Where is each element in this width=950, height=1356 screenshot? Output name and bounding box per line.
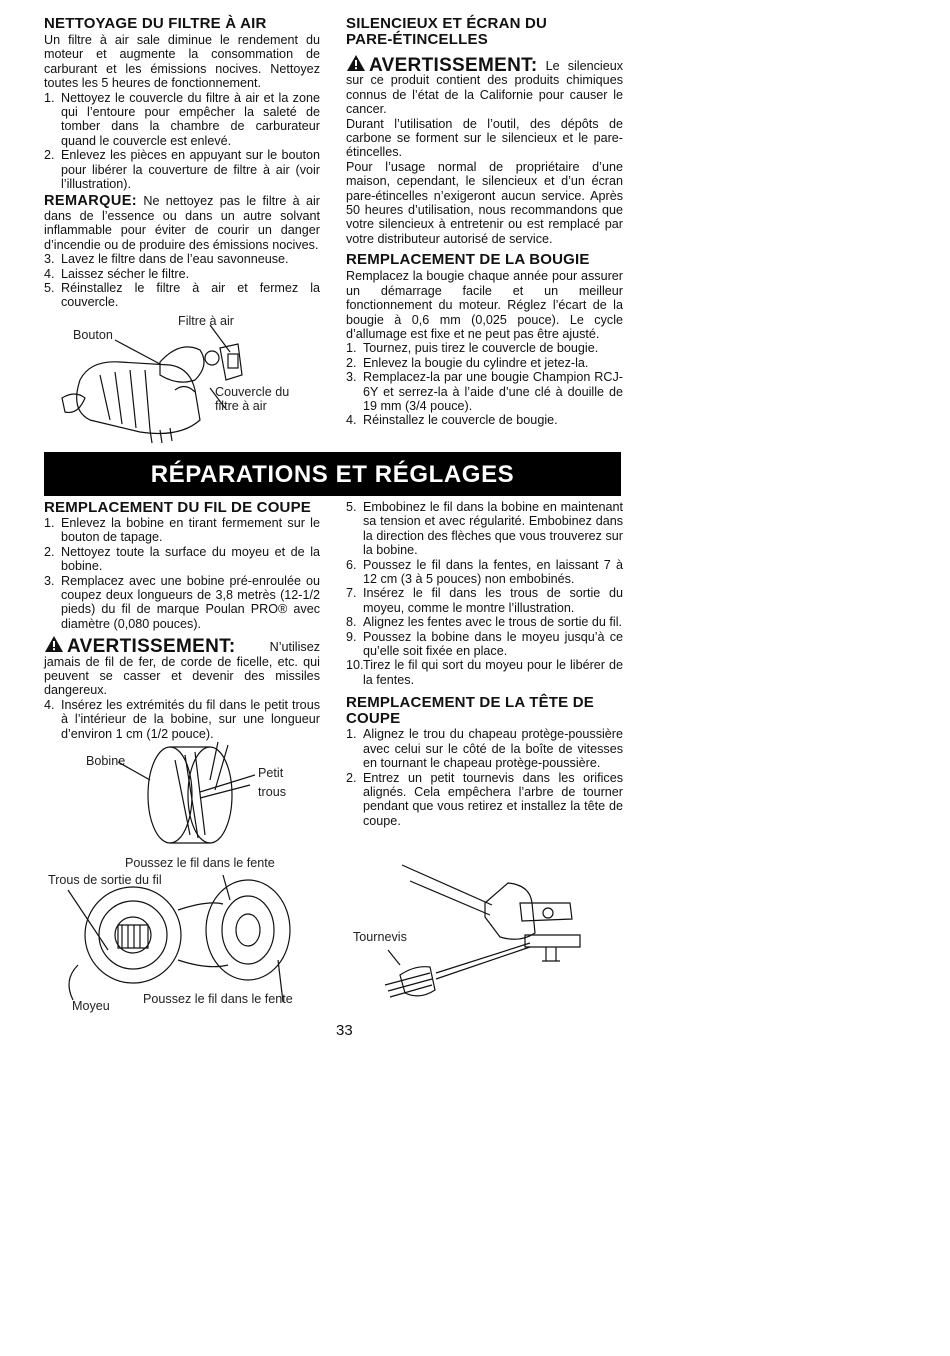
label-petit: Petit — [258, 766, 284, 780]
list-item-number: 1. — [44, 516, 55, 530]
list-item-number: 1. — [346, 727, 357, 742]
list-item-text: Entrez un petit tournevis dans les orifices alignés. Cela empêchera l’arbre de tourner pendant que vous retirez et installez la tête de coupe. — [363, 770, 623, 828]
label-trous: trous — [258, 785, 286, 799]
list-item-number: 3. — [346, 370, 357, 385]
air-filter-steps-b — [44, 252, 320, 310]
list-item-text: Insérez les extrémités du fil dans le petit trous à l’intérieur de la bobine, sur une longueur d’environ 1 cm (1/2 pouce). — [61, 697, 320, 741]
air-filter-steps-a — [44, 91, 320, 192]
list-item — [44, 516, 320, 545]
spool-illustration — [100, 740, 280, 850]
list-item-text: Nettoyez toute la surface du moyeu et de la bobine. — [61, 544, 320, 574]
muffler-warning — [346, 54, 623, 117]
label-bouton: Bouton — [73, 328, 113, 342]
muffler-paragraph-2: Pour l’usage normal de propriétaire d’une maison, cependant, le silencieux et d’un écran pare-étincelles n’exigeront aucun service. Après 50 heures d’utilisation, nous recommandons que votre silencieux à entretenir ou est remplacé par votre distributeur autorisé de service. — [346, 159, 623, 246]
list-item — [346, 630, 623, 659]
list-item-number: 3. — [44, 573, 55, 588]
section-banner: RÉPARATIONS ET RÉGLAGES — [44, 452, 621, 496]
list-item-text: Remplacez avec une bobine pré-enroulée ou coupez deux longueurs de 3,8 metrès (12-1/2 pieds) du fil de marque Poulan PRO® avec diamètre (0,080 pouces). — [61, 573, 320, 631]
trimmer-line-title: REMPLACEMENT DU FIL DE COUPE — [44, 499, 312, 516]
remark-paragraph — [44, 194, 320, 252]
air-filter-section — [44, 16, 320, 310]
list-item-number: 4. — [44, 697, 55, 712]
list-item — [346, 727, 623, 770]
warning-icon — [346, 54, 366, 72]
list-item-text: Embobinez le fil dans la bobine en maintenant sa tension et avec régularité. Embobinez dans la direction des flèches que vous trouverez sur la bobine. — [363, 500, 623, 558]
remark-text: Ne nettoyez pas le filtre à air dans de l’essence ou dans un autre solvant inflammable pour éviter de courir un danger d’incendie ou de produire des émissions nocives. — [44, 194, 320, 252]
list-item-text: Laissez sécher le filtre. — [61, 266, 190, 281]
list-item — [44, 267, 320, 281]
list-item-number: 2. — [44, 148, 55, 163]
list-item-text: Poussez la bobine dans le moyeu jusqu’à ce qu’elle soit fixée en place. — [363, 629, 623, 659]
list-item-number: 2. — [346, 355, 357, 370]
list-item-number: 1. — [44, 90, 55, 105]
air-filter-intro: Un filtre à air sale diminue le rendement du moteur et augmente la consommation de carburant et les émissions nocives. Nettoyez toutes les 5 heures de fonctionnement. — [44, 33, 320, 91]
muffler-paragraph-1: Durant l’utilisation de l’outil, des dépôts de carbone se forment sur le silencieux et le pare-étincelles. — [346, 116, 623, 160]
cutting-head-illustration — [370, 855, 590, 1020]
list-item-number: 3. — [44, 252, 55, 267]
list-item — [346, 771, 623, 829]
list-item — [346, 615, 623, 629]
list-item-text: Tournez, puis tirez le couvercle de bougie. — [363, 341, 599, 356]
warning-icon — [44, 635, 64, 653]
cutting-head-steps — [346, 727, 623, 828]
trimmer-line-section — [44, 500, 320, 741]
list-item — [44, 91, 320, 149]
list-item-number: 7. — [346, 586, 357, 601]
list-item — [44, 148, 320, 191]
list-item — [346, 500, 623, 558]
line-warning-text: N’utilisez jamais de fil de fer, de corde de ficelle, etc. qui peuvent se casser et devenir des missiles dangereux. — [44, 640, 320, 698]
label-filtre: Filtre à air — [178, 314, 234, 328]
spark-plug-title: REMPLACEMENT DE LA BOUGIE — [346, 251, 590, 269]
list-item-number: 2. — [346, 770, 357, 785]
muffler-section — [346, 16, 623, 428]
label-moyeu: Moyeu — [72, 999, 110, 1013]
trimmer-line-steps-b — [44, 698, 320, 741]
trimmer-line-steps-c — [346, 500, 623, 687]
list-item-text: Alignez le trou du chapeau protège-poussière avec celui sur le côté de la boîte de vitesses en tournant le chapeau protège-poussière. — [363, 727, 623, 771]
cutting-head-title: REMPLACEMENT DE LA TÊTE DE COUPE — [346, 694, 594, 728]
list-item-number: 1. — [346, 341, 357, 356]
line-warning-title: AVERTISSEMENT: — [67, 636, 236, 658]
muffler-warning-title: AVERTISSEMENT: — [369, 55, 538, 76]
page-number: 33 — [336, 1022, 353, 1039]
list-item-number: 6. — [346, 557, 357, 572]
list-item — [346, 658, 623, 687]
list-item — [346, 341, 623, 355]
list-item-text: Réinstallez le filtre à air et fermez la couvercle. — [61, 280, 320, 310]
list-item — [346, 370, 623, 413]
remark-title: REMARQUE: — [44, 193, 138, 210]
list-item-number: 2. — [44, 544, 55, 559]
list-item-text: Enlevez la bougie du cylindre et jetez-la. — [363, 355, 589, 370]
label-trous-sortie: Trous de sortie du fil — [48, 873, 162, 887]
air-filter-title: NETTOYAGE DU FILTRE À AIR — [44, 15, 267, 32]
trimmer-line-steps-a — [44, 516, 320, 631]
list-item-text: Nettoyez le couvercle du filtre à air et la zone qui l’entoure pour empêcher la saleté de tomber dans la chambre de carburateur quand le couvercle est enlevé. — [61, 90, 320, 148]
list-item-text: Alignez les fentes avec le trous de sortie du fil. — [363, 615, 623, 630]
list-item-text: Enlevez la bobine en tirant fermement sur le bouton de tapage. — [61, 516, 320, 545]
list-item — [346, 558, 623, 587]
list-item-text: Enlevez les pièces en appuyant sur le bouton pour libérer la couverture de filtre à air (voir l’illustration). — [61, 148, 320, 192]
list-item — [346, 356, 623, 370]
list-item-number: 4. — [346, 413, 357, 428]
list-item — [44, 252, 320, 266]
list-item — [44, 698, 320, 741]
muffler-title: SILENCIEUX ET ÉCRAN DU PARE-ÉTINCELLES — [346, 15, 548, 48]
list-item-text: Lavez le filtre dans de l’eau savonneuse. — [61, 252, 289, 267]
list-item-number: 10. — [346, 658, 364, 673]
list-item — [346, 413, 623, 427]
list-item-text: Insérez le fil dans les trous de sortie du moyeu, comme le montre l’illustration. — [363, 586, 623, 615]
label-couvercle: Couvercle du filtre à air — [215, 385, 290, 413]
list-item — [44, 574, 320, 632]
list-item — [44, 281, 320, 310]
muffler-warning-text: Le silencieux sur ce produit contient des produits chimiques connus de l’état de la Californie pour causer le cancer. — [346, 59, 623, 117]
label-poussez-bottom: Poussez le fil dans le fente — [143, 992, 293, 1006]
list-item — [44, 545, 320, 574]
air-filter-illustration — [60, 320, 270, 445]
list-item-number: 5. — [346, 500, 357, 514]
list-item-number: 8. — [346, 615, 357, 630]
list-item — [346, 586, 623, 615]
list-item-number: 5. — [44, 280, 55, 295]
list-item-text: Remplacez-la par une bougie Champion RCJ-6Y et serrez-la à l’aide d’une clé à douille de 19 mm (3/4 pouce). — [363, 370, 623, 413]
label-bobine: Bobine — [86, 754, 126, 768]
spark-plug-steps — [346, 341, 623, 427]
trimmer-line-continued — [346, 500, 623, 828]
list-item-number: 4. — [44, 266, 55, 281]
spark-plug-intro: Remplacez la bougie chaque année pour assurer un démarrage facile et un meilleur fonctionnement du moteur. Réglez l’écart de la bougie à 0,6 mm (0,025 pouce). Le cycle d’allumage est fixe et ne peut pas être ajusté. — [346, 269, 623, 341]
label-poussez-top: Poussez le fil dans le fente — [125, 856, 275, 870]
list-item-text: Poussez le fil dans la fentes, en laissant 7 à 12 cm (3 à 5 pouces) non embobinés. — [363, 557, 623, 587]
list-item-text: Tirez le fil qui sort du moyeu pour le libérer de la fentes. — [363, 658, 623, 687]
line-warning — [44, 635, 320, 698]
list-item-number: 9. — [346, 629, 357, 644]
list-item-text: Réinstallez le couvercle de bougie. — [363, 413, 558, 428]
hub-illustration — [58, 870, 318, 1005]
label-tournevis: Tournevis — [353, 930, 407, 944]
